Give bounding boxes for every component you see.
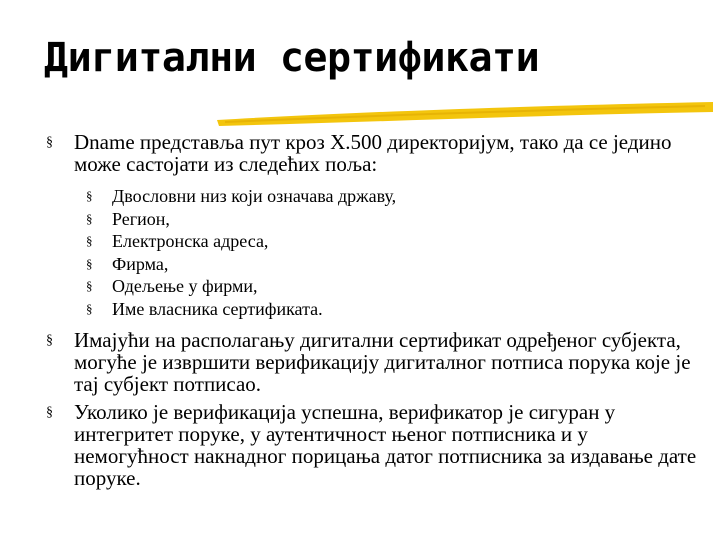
sub-bullet-item xyxy=(86,253,706,276)
sub-bullet-text: Електронска адреса, xyxy=(112,231,269,252)
bullet-text: Dname представља пут кроз X.500 директоријум, тако да се једино може састојати из следећих поља: xyxy=(74,130,672,176)
bullet-marker: § xyxy=(86,278,93,294)
sub-bullet-text: Регион, xyxy=(112,208,170,229)
sub-bullet-text: Име власника сертификата. xyxy=(112,298,323,319)
title-underline-stroke xyxy=(215,98,715,128)
bullet-marker: § xyxy=(86,233,93,249)
sub-bullet-text: Двословни низ који означава државу, xyxy=(112,186,397,206)
sub-bullet-text: Одељење у фирми, xyxy=(112,276,258,297)
sub-bullet-item xyxy=(86,298,706,321)
bullet-marker: § xyxy=(86,300,93,316)
bullet-marker: § xyxy=(86,210,93,226)
bullet-marker: § xyxy=(86,255,93,271)
sub-bullet-item xyxy=(86,185,706,208)
slide-content xyxy=(46,131,706,489)
bullet-marker: § xyxy=(86,188,93,203)
bullet-item xyxy=(46,401,706,489)
dname-fields-list xyxy=(46,185,706,321)
sub-bullet-item xyxy=(86,275,706,298)
bullet-item xyxy=(46,131,706,175)
slide-title: Дигитални сертификати xyxy=(44,35,540,81)
bullet-marker: § xyxy=(46,135,53,150)
bullet-text: Имајући на располагању дигитални сертификат одређеног субјекта, могуће је извршити верификацију дигиталног потписа порука које је тај субјект потписао. xyxy=(74,327,691,396)
sub-bullet-item xyxy=(86,230,706,253)
sub-bullet-text: Фирма, xyxy=(112,253,169,274)
bullet-marker: § xyxy=(46,404,53,420)
bullet-item xyxy=(46,329,706,395)
sub-bullet-item xyxy=(86,208,706,231)
bullet-text: Уколико је верификација успешна, верификатор је сигуран у интегритет поруке, у аутентичност њеног потписника и у немогућност накнадног порицања датог потписника за издавање дате поруке. xyxy=(74,399,697,490)
bullet-marker: § xyxy=(46,332,53,348)
